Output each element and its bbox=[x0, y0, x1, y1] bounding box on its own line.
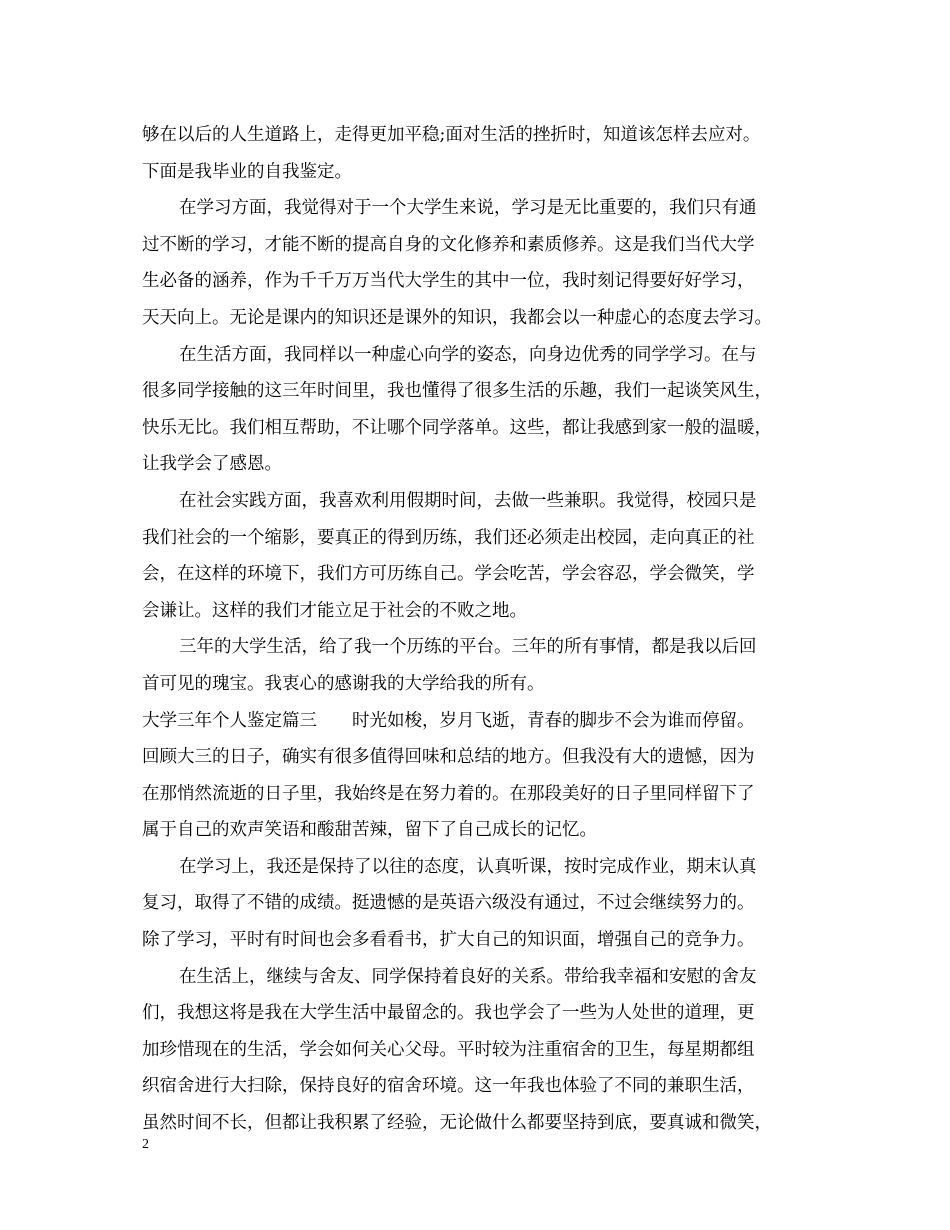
text-line: 下面是我毕业的自我鉴定。 bbox=[142, 161, 352, 182]
text-line: 生必备的涵养，作为千千万万当代大学生的其中一位，我时刻记得要好好学习， bbox=[142, 271, 755, 292]
text-line: 三年的大学生活，给了我一个历练的平台。三年的所有事情，都是我以后回 bbox=[179, 637, 757, 658]
text-line: 复习，取得了不错的成绩。挺遗憾的是英语六级没有通过，不过会继续努力的。 bbox=[142, 893, 755, 914]
body-text bbox=[142, 117, 822, 1142]
text-line: 让我学会了感恩。 bbox=[142, 454, 282, 475]
text-line: 过不断的学习，才能不断的提高自身的文化修养和素质修养。这是我们当代大学 bbox=[142, 234, 755, 255]
text-line: 织宿舍进行大扫除，保持良好的宿舍环境。这一年我也体验了不同的兼职生活， bbox=[142, 1076, 755, 1097]
text-line: 属于自己的欢声笑语和酸甜苦辣，留下了自己成长的记忆。 bbox=[142, 820, 597, 841]
text-line: 在学习上，我还是保持了以往的态度，认真听课，按时完成作业，期末认真 bbox=[179, 856, 757, 877]
text-line: 除了学习，平时有时间也会多看看书，扩大自己的知识面，增强自己的竞争力。 bbox=[142, 930, 755, 951]
page-number: 2 bbox=[142, 1137, 149, 1152]
text-line: 在生活方面，我同样以一种虚心向学的姿态，向身边优秀的同学学习。在与 bbox=[179, 344, 757, 365]
text-line: 会，在这样的环境下，我们方可历练自己。学会吃苦，学会容忍，学会微笑，学 bbox=[142, 564, 755, 585]
text-line: 会谦让。这样的我们才能立足于社会的不败之地。 bbox=[142, 600, 527, 621]
text-line: 加珍惜现在的生活，学会如何关心父母。平时较为注重宿舍的卫生，每星期都组 bbox=[142, 1039, 755, 1060]
text-line: 们，我想这将是我在大学生活中最留念的。我也学会了一些为人处世的道理，更 bbox=[142, 1003, 755, 1024]
text-line: 在学习方面，我觉得对于一个大学生来说，学习是无比重要的，我们只有通 bbox=[179, 198, 757, 219]
text-line: 很多同学接触的这三年时间里，我也懂得了很多生活的乐趣，我们一起谈笑风生， bbox=[142, 381, 772, 402]
text-line: 我们社会的一个缩影，要真正的得到历练，我们还必须走出校园，走向真正的社 bbox=[142, 527, 755, 548]
text-line: 在社会实践方面，我喜欢利用假期时间，去做一些兼职。我觉得，校园只是 bbox=[179, 490, 757, 511]
text-line: 够在以后的人生道路上，走得更加平稳;面对生活的挫折时，知道该怎样去应对。 bbox=[142, 125, 761, 145]
text-line: 大学三年个人鉴定篇三 时光如梭，岁月飞逝，青春的脚步不会为谁而停留。 bbox=[142, 710, 755, 731]
text-line: 虽然时间不长，但都让我积累了经验，无论做什么都要坚持到底，要真诚和微笑， bbox=[142, 1113, 772, 1134]
text-line: 快乐无比。我们相互帮助，不让哪个同学落单。这些，都让我感到家一般的温暖， bbox=[142, 417, 772, 438]
text-line: 在那悄然流逝的日子里，我始终是在努力着的。在那段美好的日子里同样留下了 bbox=[142, 783, 755, 804]
text-line: 首可见的瑰宝。我衷心的感谢我的大学给我的所有。 bbox=[142, 673, 545, 694]
text-line: 在生活上，继续与舍友、同学保持着良好的关系。带给我幸福和安慰的舍友 bbox=[179, 966, 757, 987]
text-line: 回顾大三的日子，确实有很多值得回味和总结的地方。但我没有大的遗憾，因为 bbox=[142, 747, 755, 768]
text-line: 天天向上。无论是课内的知识还是课外的知识，我都会以一种虚心的态度去学习。 bbox=[142, 307, 772, 328]
